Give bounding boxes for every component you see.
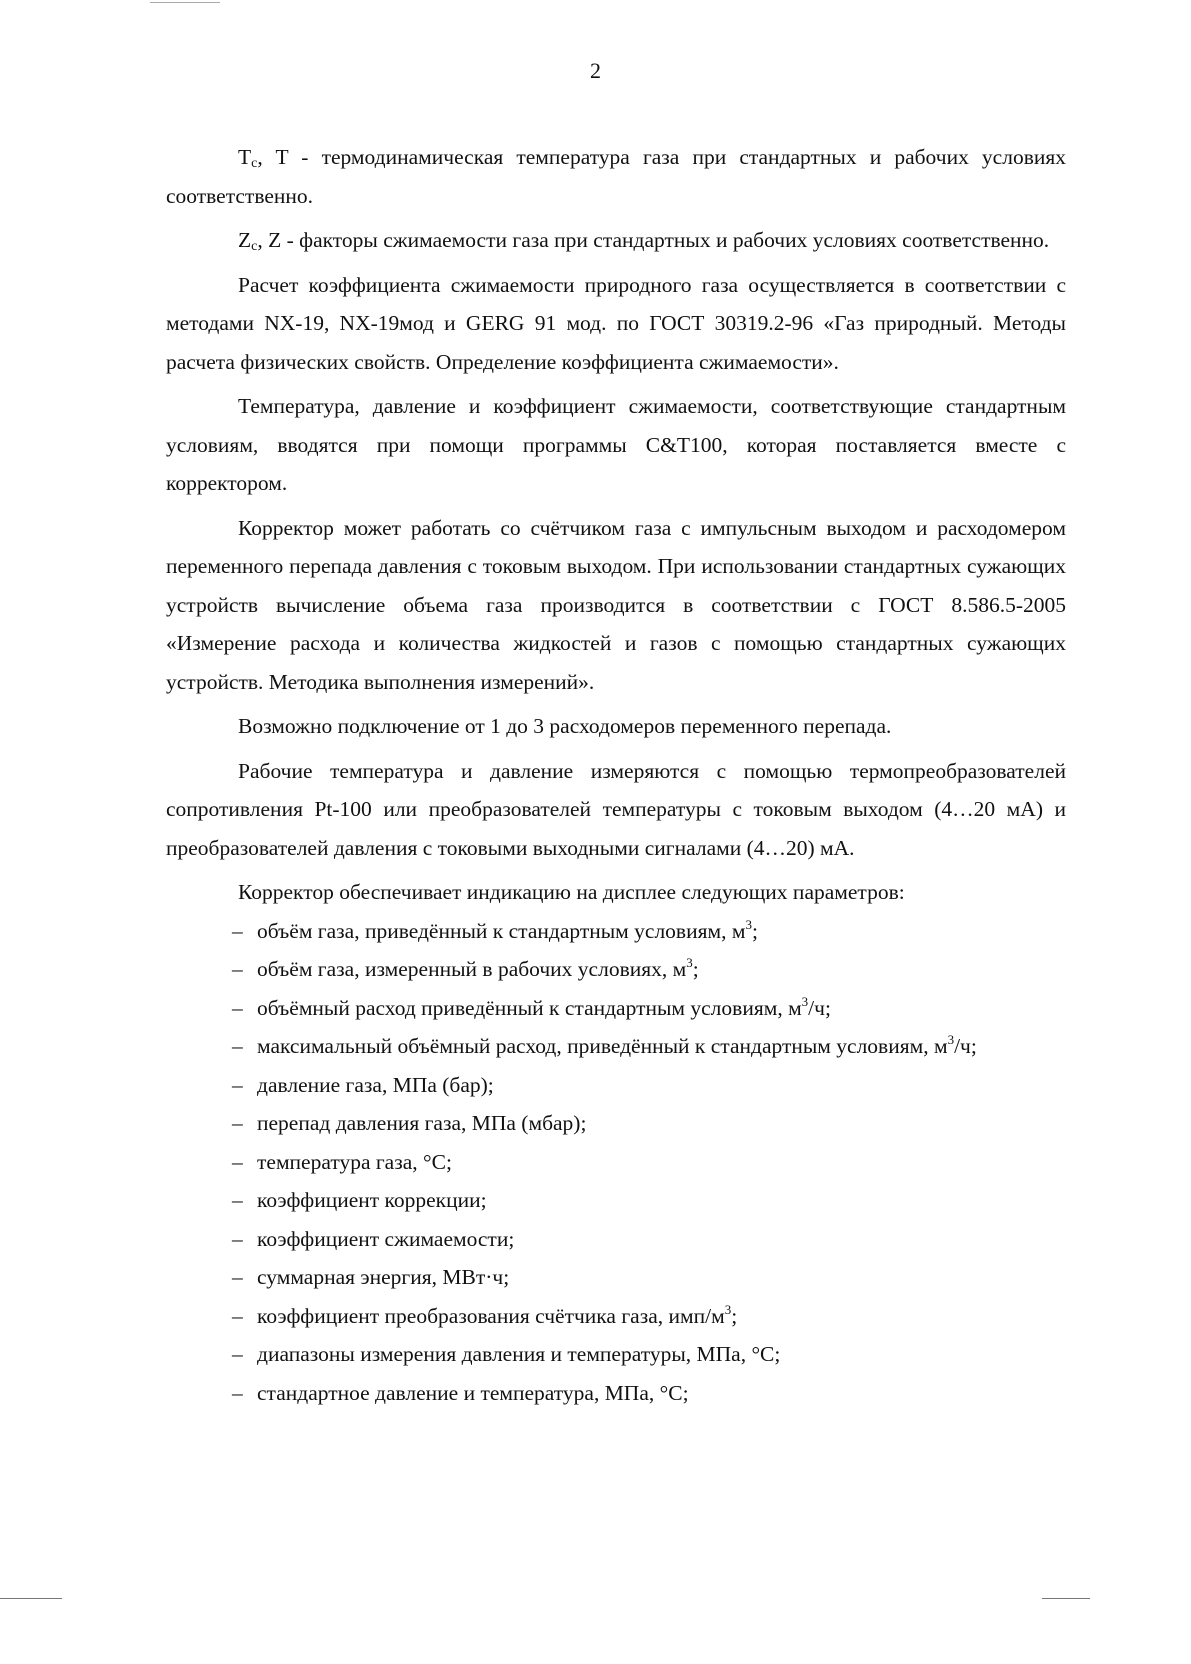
list-item: – диапазоны измерения давления и температуры, МПа, °С;: [232, 1342, 781, 1366]
list-item: – перепад давления газа, МПа (мбар);: [232, 1111, 587, 1135]
list-item: – стандартное давление и температура, МПа, °С;: [232, 1380, 689, 1405]
list-item: – температура газа, °С;: [232, 1149, 452, 1174]
list-item: – объём газа, измеренный в рабочих условиях, $м^3$;: [232, 955, 699, 981]
scan-artifact-top: [150, 2, 220, 3]
list-item: – коэффициент коррекции;: [232, 1188, 487, 1212]
paragraph-sensors: Рабочие температура и давление измеряются с помощью термопреобразователей сопротивления Pt-100 или преобразователей температуры с токовым выходом (4…20 мА) и преобразователей давления с токовыми выходными сигналами (4…20) мА.: [166, 758, 1066, 860]
paragraph-meter-compatibility: Корректор может работать со счётчиком газа с импульсным выходом и расходомером переменного перепада давления с токовым выходом. При использовании стандартных сужающих устройств вычисление объема газа производится в соответствии с ГОСТ 8.586.5-2005 «Измерение расхода и количества жидкостей и газов с помощью стандартных сужающих устройств. Методика выполнения измерений».: [166, 515, 1066, 694]
list-item: – коэффициент сжимаемости;: [232, 1226, 515, 1251]
document-body: [166, 138, 1066, 1412]
list-item: – объём газа, приведённый к стандартным условиям, $м^3$;: [232, 916, 758, 943]
paragraph-flowmeter-count: Возможно подключение от 1 до 3 расходомеров переменного перепада.: [238, 714, 892, 738]
list-item: – давление газа, МПа (бар);: [232, 1072, 494, 1097]
scan-artifact-bottom-right: [1042, 1598, 1090, 1599]
list-item: – суммарная энергия, МВт·ч;: [232, 1265, 510, 1289]
scan-artifact-bottom-left: [0, 1598, 62, 1599]
paragraph-display-intro: Корректор обеспечивает индикацию на дисплее следующих параметров:: [238, 880, 905, 904]
paragraph-zc-definition: $Z_c$, Z - факторы сжимаемости газа при стандартных и рабочих условиях соответственно.: [238, 228, 1050, 254]
list-item: – максимальный объёмный расход, приведённый к стандартным условиям, $м^3/ч$;: [232, 1032, 977, 1058]
paragraph-compressibility-method: Расчет коэффициента сжимаемости природного газа осуществляется в соответствии с методами NX-19, NX-19мод и GERG 91 мод. по ГОСТ 30319.2-96 «Газ природный. Методы расчета физических свойств. Определение коэффициента сжимаемости».: [166, 272, 1066, 374]
page-number: 2: [590, 58, 601, 83]
list-item: – коэффициент преобразования счётчика газа, имп/$м^3$;: [232, 1301, 738, 1328]
display-parameters-list: [166, 912, 1066, 1413]
paragraph-tc-definition: $T_c$, T - термодинамическая температура газа при стандартных и рабочих условиях соответственно.: [166, 145, 1066, 208]
paragraph-standard-conditions: Температура, давление и коэффициент сжимаемости, соответствующие стандартным условиям, вводятся при помощи программы C&T100, которая поставляется вместе с корректором.: [166, 394, 1066, 495]
list-item: – объёмный расход приведённый к стандартным условиям, $м^3/ч$;: [232, 993, 831, 1020]
